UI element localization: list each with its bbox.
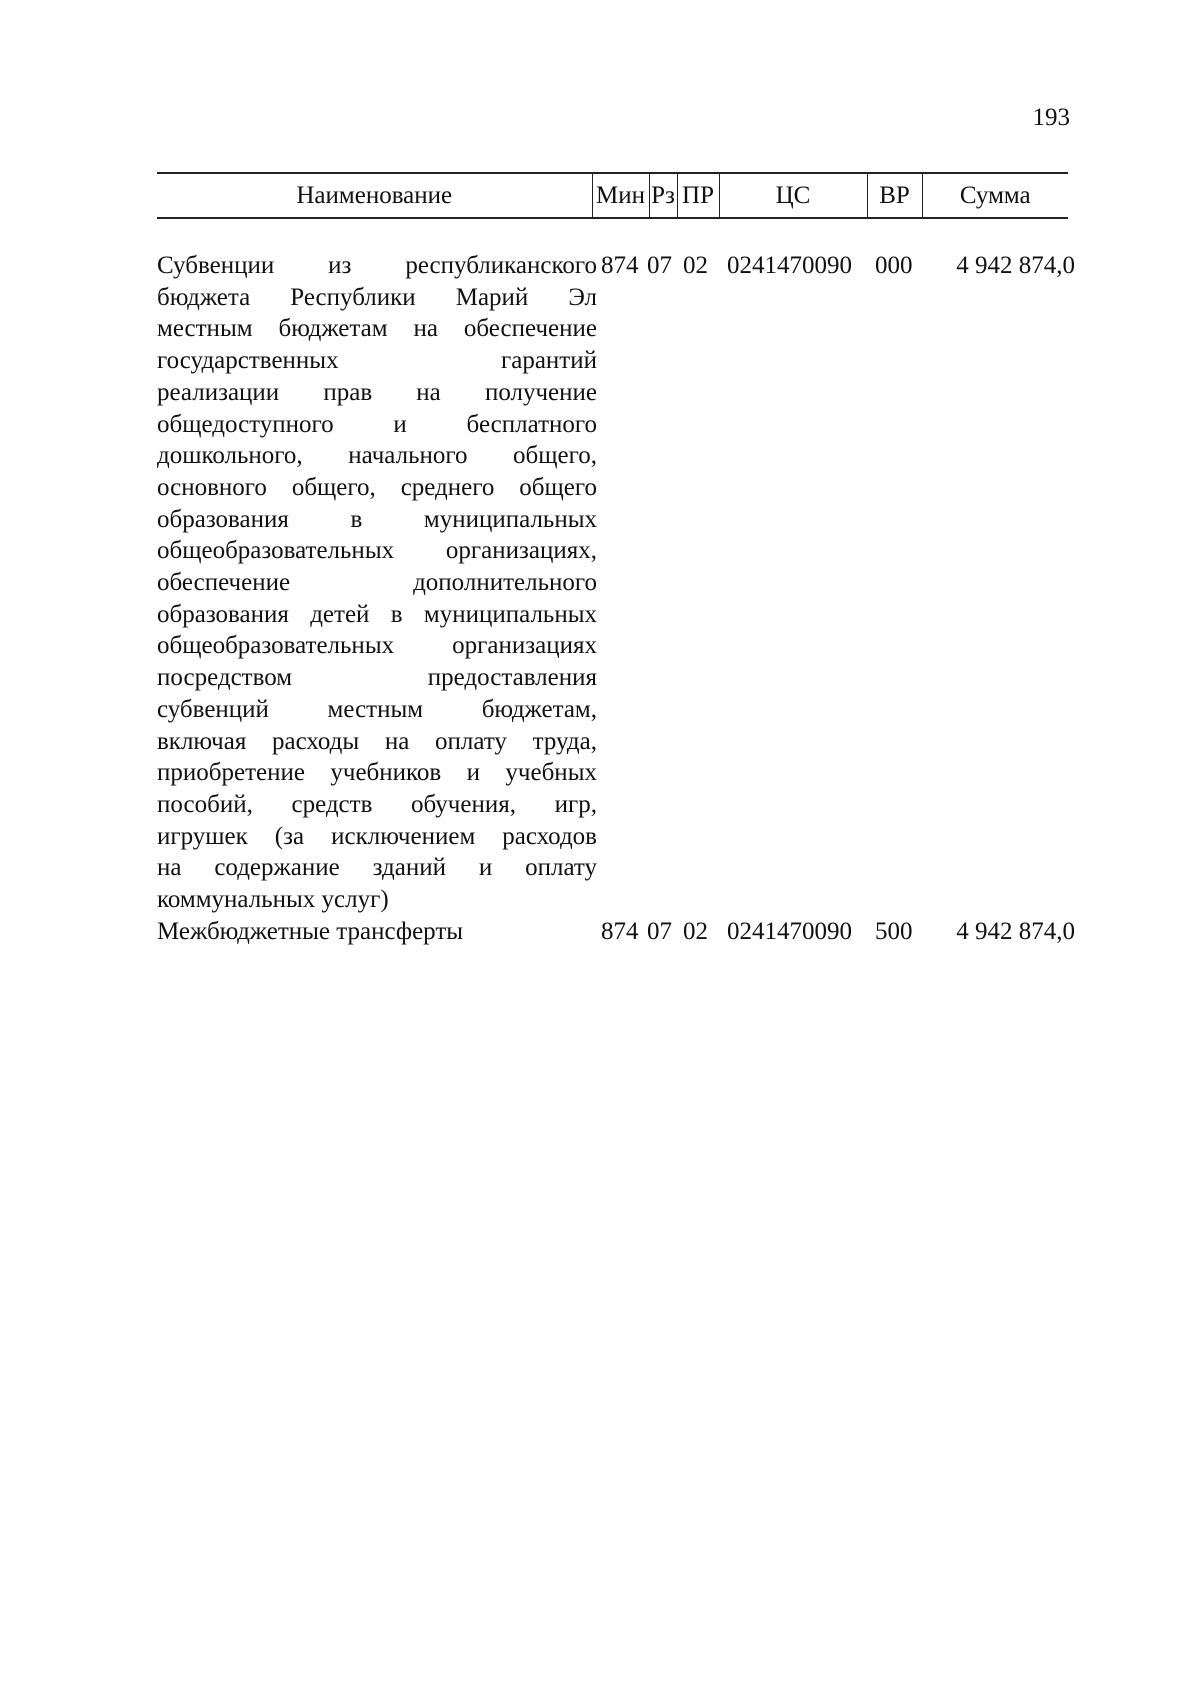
header-cs: ЦС xyxy=(719,173,867,218)
row-name-line: общеобразовательных организациях xyxy=(157,632,597,660)
row-vr: 500 xyxy=(875,917,913,945)
table-header xyxy=(157,172,1068,219)
row-name-line: местным бюджетам на обеспечение xyxy=(157,315,597,343)
table-row xyxy=(157,916,1075,948)
header-row xyxy=(157,173,1068,218)
row-name-line: субвенций местным бюджетам, xyxy=(157,695,597,723)
row-cs: 0241470090 xyxy=(727,252,852,279)
row-name-line: образования детей в муниципальных xyxy=(157,600,597,628)
header-sum: Сумма xyxy=(922,173,1068,218)
row-sum: 4 942 874,0 xyxy=(956,252,1075,279)
row-name-line: посредством предоставления xyxy=(157,664,597,692)
row-sum: 4 942 874,0 xyxy=(956,917,1075,945)
row-cs: 0241470090 xyxy=(727,917,852,945)
row-name-line: приобретение учебников и учебных xyxy=(157,759,597,787)
row-name-line: основного общего, среднего общего xyxy=(157,473,597,501)
header-name: Наименование xyxy=(157,173,592,218)
header-pr: ПР xyxy=(677,173,719,218)
row-name-line: игрушек (за исключением расходов xyxy=(157,822,597,850)
row-min: 874 xyxy=(601,917,639,945)
row-name-line: включая расходы на оплату труда, xyxy=(157,727,597,755)
row-vr: 000 xyxy=(875,252,913,279)
page-number: 193 xyxy=(1032,104,1070,131)
row-name-line: общеобразовательных организациях, xyxy=(157,537,597,565)
row-name: Межбюджетные трансферты xyxy=(157,917,464,945)
header-min: Мин xyxy=(592,173,649,218)
row-name-line: обеспечение дополнительного xyxy=(157,569,597,597)
row-min: 874 xyxy=(601,252,639,279)
row-name-line: образования в муниципальных xyxy=(157,505,597,533)
row-name-line: бюджета Республики Марий Эл xyxy=(157,283,597,311)
row-name-line: государственных гарантий xyxy=(157,347,597,375)
row-name-line: реализации прав на получение xyxy=(157,378,597,406)
row-name xyxy=(157,250,597,916)
header-rz: Рз xyxy=(649,173,677,218)
row-name-line: дошкольного, начального общего, xyxy=(157,442,597,470)
row-name-line: общедоступного и бесплатного xyxy=(157,410,597,438)
row-name-line: Субвенции из республиканского xyxy=(157,252,597,279)
row-name-line: коммунальных услуг) xyxy=(157,886,389,914)
row-pr: 02 xyxy=(683,252,708,279)
header-vr: ВР xyxy=(867,173,922,218)
row-name-line: на содержание зданий и оплату xyxy=(157,854,597,882)
row-rz: 07 xyxy=(647,917,672,945)
row-name-line: пособий, средств обучения, игр, xyxy=(157,790,597,818)
table-row xyxy=(157,250,1075,916)
row-pr: 02 xyxy=(683,917,708,945)
table-body xyxy=(157,250,1075,947)
row-rz: 07 xyxy=(647,252,672,279)
